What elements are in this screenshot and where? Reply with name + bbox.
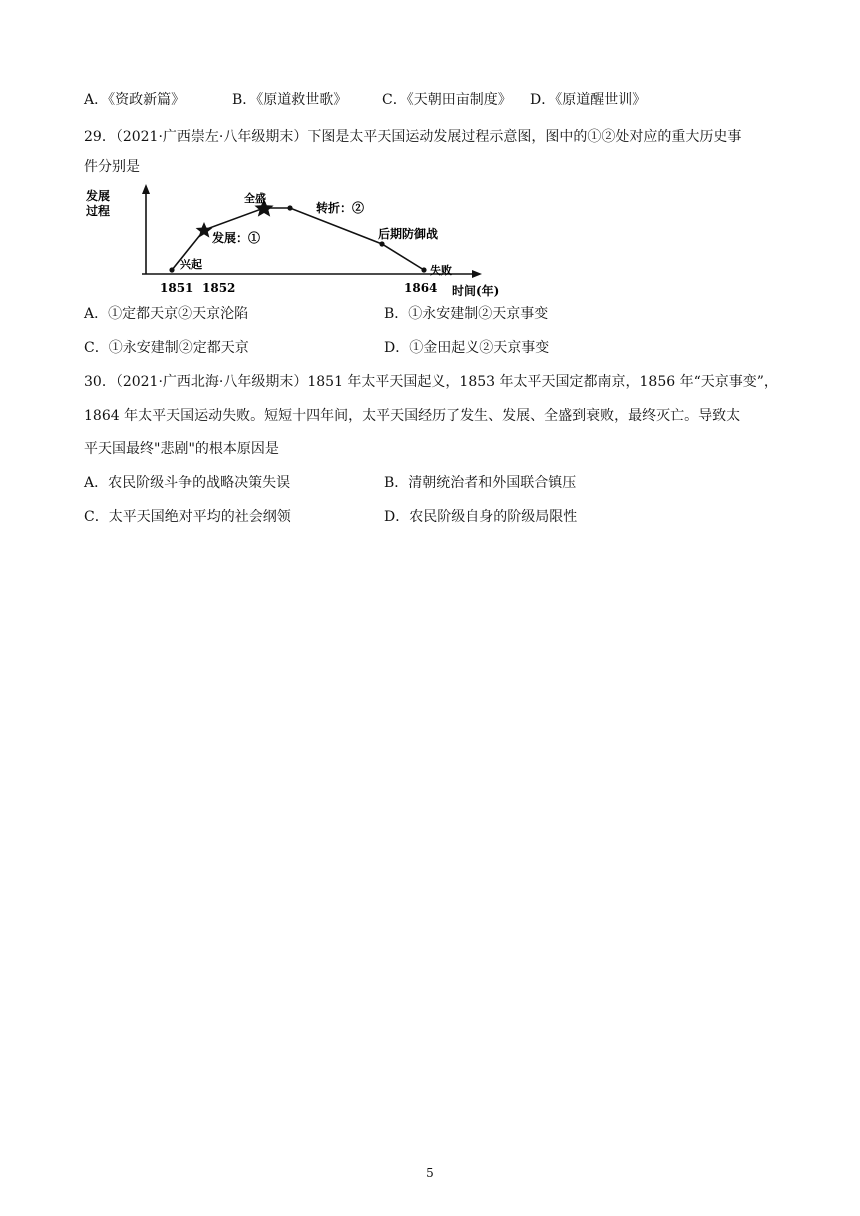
q30-option-b: B．清朝统治者和外国联合镇压	[384, 475, 577, 491]
star-develop-icon	[196, 222, 213, 238]
label-rise: 兴起	[180, 258, 202, 271]
q30-stem-line3: 平天国最终"悲剧"的根本原因是	[84, 441, 279, 457]
q29-option-b: B．①永安建制②天京事变	[384, 306, 549, 322]
q28-option-b: B．《原道救世歌》	[232, 92, 348, 108]
x-axis-arrow	[472, 270, 482, 278]
tick-1852: 1852	[202, 281, 236, 295]
q30-stem-line1: 30．（2021·广西北海·八年级期末）1851 年太平天国起义，1853 年太平天国定都南京，1856 年“天京事变”，	[84, 374, 778, 390]
taiping-process-figure	[84, 182, 544, 298]
xlabel: 时间(年)	[452, 284, 500, 298]
ylabel-top: 发展	[86, 189, 111, 203]
label-fail: 失败	[430, 264, 452, 277]
q28-option-a: A．《资政新篇》	[84, 92, 186, 108]
tick-1864: 1864	[404, 281, 438, 295]
q28-option-d: D．《原道醒世训》	[530, 92, 647, 108]
q29-stem-line2: 件分别是	[84, 159, 140, 175]
q29-option-d: D．①金田起义②天京事变	[384, 340, 550, 356]
q30-option-a: A．农民阶级斗争的战略决策失误	[84, 475, 291, 491]
q29-option-c: C．①永安建制②定都天京	[84, 340, 249, 356]
page-number: 5	[426, 1166, 434, 1180]
marker-fail	[421, 267, 426, 272]
q30-option-c: C．太平天国绝对平均的社会纲领	[84, 509, 291, 525]
label-develop: 发展：①	[212, 231, 261, 245]
q29-option-a: A．①定都天京②天京沦陷	[84, 306, 249, 322]
marker-turn	[287, 205, 292, 210]
q30-stem-line2: 1864 年太平天国运动失败。短短十四年间，太平天国经历了发生、发展、全盛到衰败，最终灭亡。导致太	[84, 408, 741, 424]
label-late: 后期防御战	[378, 227, 439, 241]
q30-option-d: D．农民阶级自身的阶级局限性	[384, 509, 578, 525]
label-turn: 转折：②	[316, 201, 365, 215]
label-peak: 全盛	[244, 192, 266, 205]
y-axis-arrow	[142, 184, 150, 194]
marker-rise	[169, 267, 174, 272]
process-diagram-svg	[84, 182, 544, 298]
q28-option-c: C．《天朝田亩制度》	[382, 92, 512, 108]
ylabel-bottom: 过程	[86, 204, 111, 218]
marker-late	[379, 241, 384, 246]
q29-stem-line1: 29．（2021·广西崇左·八年级期末）下图是太平天国运动发展过程示意图，图中的①②处对应的重大历史事	[84, 129, 742, 145]
tick-1851: 1851	[160, 281, 194, 295]
